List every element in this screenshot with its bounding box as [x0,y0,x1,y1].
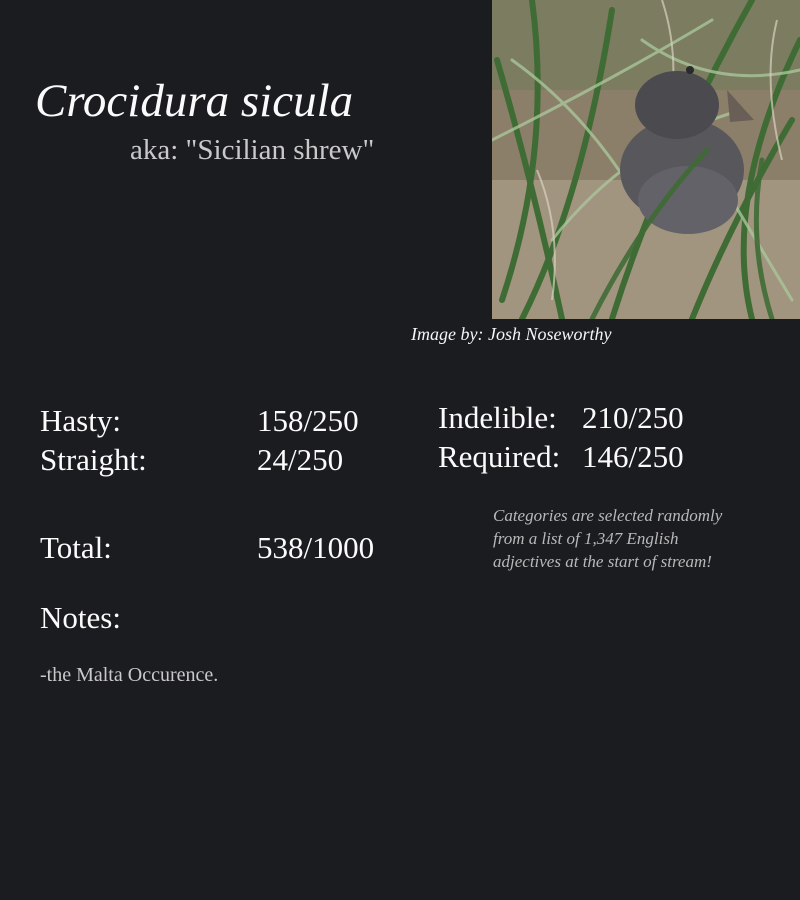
required-label: Required: [438,439,561,474]
straight-label: Straight: [40,442,147,477]
species-photo [492,0,800,319]
indelible-value: 210/250 [582,400,684,435]
indelible-label: Indelible: [438,400,557,435]
notes-heading: Notes: [40,600,121,635]
photo-credit: Image by: Josh Noseworthy [411,324,612,344]
species-title: Crocidura sicula [35,75,354,127]
common-name: aka: "Sicilian shrew" [130,134,375,166]
total-label: Total: [40,530,112,565]
note-item: -the Malta Occurence. [40,664,219,686]
hasty-value: 158/250 [257,403,359,438]
total-value: 538/1000 [257,530,375,565]
hasty-label: Hasty: [40,403,121,438]
categories-note: Categories are selected randomly from a list of 1,347 English adjectives at the start of stream! [493,506,723,571]
required-value: 146/250 [582,439,684,474]
straight-value: 24/250 [257,442,344,477]
